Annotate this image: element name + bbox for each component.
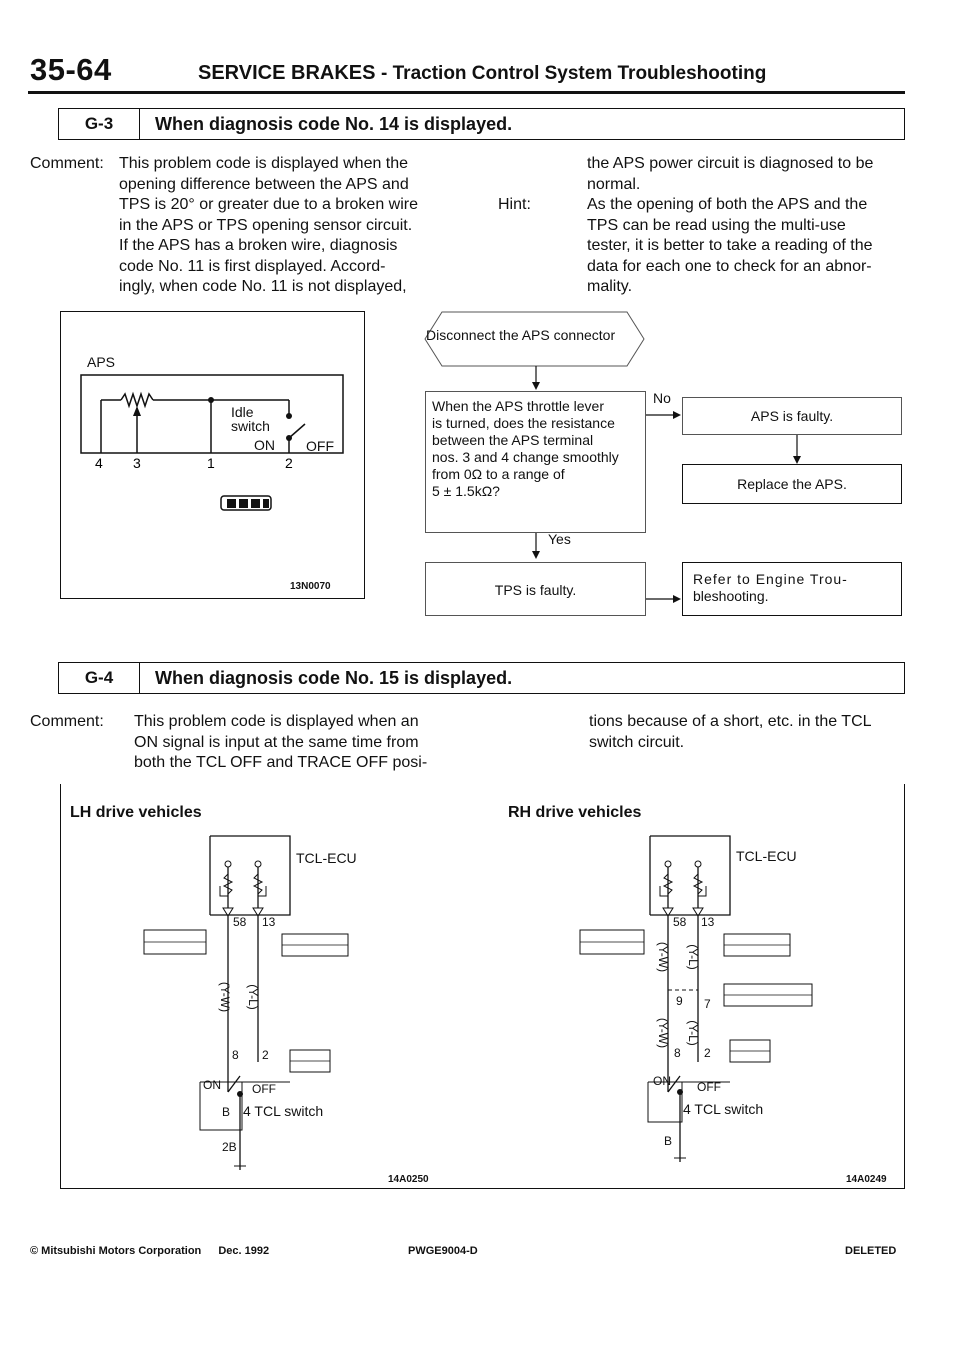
- lh-off-label: OFF: [252, 1082, 276, 1096]
- aps-terminal: 4: [95, 455, 103, 471]
- aps-faulty-box: APS is faulty.: [682, 397, 902, 435]
- aps-terminal: 2: [285, 455, 293, 471]
- rh-pin-13: 13: [701, 915, 715, 929]
- rh-pin-9: 9: [676, 994, 683, 1008]
- copyright-text: © Mitsubishi Motors Corporation: [30, 1245, 202, 1257]
- section-header-g3: [58, 108, 905, 140]
- comment-line: tions because of a short, etc. in the TCL: [589, 713, 872, 730]
- footer-copyright: [30, 1245, 269, 1257]
- idle-switch-label: [231, 405, 270, 433]
- refer-line: bleshooting.: [693, 588, 769, 604]
- replace-aps-box: Replace the APS.: [682, 464, 902, 504]
- rh-off-label: OFF: [697, 1080, 721, 1094]
- refer-line: Refer to Engine Trou-: [693, 571, 848, 587]
- comment-line: the APS power circuit is diagnosed to be: [587, 155, 874, 172]
- comment-line: ON signal is input at the same time from: [134, 733, 419, 751]
- lh-pin-2: 2: [262, 1048, 269, 1062]
- footer-status: DELETED: [845, 1245, 897, 1257]
- comment-line: This problem code is displayed when an: [134, 713, 419, 730]
- comment-line: This problem code is displayed when the: [119, 155, 409, 172]
- comment-right: [589, 712, 909, 753]
- on-label: ON: [254, 437, 275, 453]
- comment-line: TPS is 20° or greater due to a broken wire: [119, 196, 418, 213]
- rh-wire-yw-2: (Y-W): [656, 1017, 671, 1049]
- section-header-g4: [58, 662, 905, 694]
- comment-line: code No. 11 is first displayed. Accord-: [119, 257, 386, 275]
- page-title-main: SERVICE BRAKES: [198, 62, 376, 84]
- page-number: 35-64: [30, 52, 112, 87]
- question-line: is turned, does the resistance: [432, 415, 615, 431]
- aps-label: APS: [87, 354, 116, 370]
- section-title: When diagnosis code No. 14 is displayed.: [155, 114, 513, 134]
- figure-code-rh: 14A0249: [846, 1174, 887, 1185]
- page-title-sub: - Traction Control System Troubleshooting: [381, 63, 767, 84]
- lh-on-label: ON: [203, 1078, 221, 1092]
- rh-wiring-diagram: [570, 830, 830, 1170]
- comment-line: both the TCL OFF and TRACE OFF posi-: [134, 754, 428, 771]
- lh-wire-yw: (Y-W): [218, 981, 233, 1013]
- aps-circuit-diagram: [61, 312, 364, 598]
- rh-wire-yl-2: (Y-L): [685, 1020, 700, 1046]
- lh-wire-yl: (Y-L): [245, 984, 260, 1010]
- comment-line: opening difference between the APS and: [119, 175, 409, 193]
- comment-label: Comment:: [30, 713, 104, 730]
- flow-question-box: [425, 391, 646, 533]
- rh-ground: B: [664, 1134, 673, 1148]
- rh-wire-yw: (Y-W): [656, 941, 671, 973]
- rh-on-label: ON: [653, 1074, 671, 1088]
- comment-line: ingly, when code No. 11 is not displayed,: [119, 278, 407, 295]
- idle-label: Idle: [231, 404, 254, 420]
- hint-line: tester, it is better to take a reading of the: [587, 237, 873, 254]
- tps-faulty-box: TPS is faulty.: [425, 562, 646, 616]
- hint-line: TPS can be read using the multi-use: [587, 216, 846, 234]
- lh-switch-label: 4 TCL switch: [243, 1103, 324, 1119]
- rh-pin-7: 7: [704, 997, 711, 1011]
- section-code: G-3: [59, 109, 140, 139]
- header-rule: [28, 91, 905, 94]
- comment-right: [587, 154, 907, 195]
- lh-ecu-label: TCL-ECU: [296, 850, 357, 866]
- rh-wire-yl: (Y-L): [685, 944, 700, 970]
- hint-text: [587, 195, 907, 298]
- page-title: [198, 62, 766, 85]
- rh-switch-label: 4 TCL switch: [683, 1101, 764, 1117]
- comment-line: normal.: [587, 175, 641, 193]
- comment-line: switch circuit.: [589, 733, 685, 751]
- aps-terminal: 1: [207, 455, 215, 471]
- rh-title: RH drive vehicles: [508, 804, 642, 821]
- lh-pin-58: 58: [233, 915, 247, 929]
- lh-wire-b: B: [222, 1105, 231, 1119]
- aps-terminal: 3: [133, 455, 141, 471]
- hint-line: data for each one to check for an abnor-: [587, 257, 872, 275]
- question-line: between the APS terminal: [432, 432, 594, 448]
- question-line: from 0Ω to a range of: [432, 466, 565, 482]
- lh-ground: 2B: [222, 1140, 237, 1154]
- figure-code: 13N0070: [290, 581, 331, 592]
- off-label: OFF: [306, 438, 334, 454]
- switch-label: switch: [231, 418, 270, 434]
- hint-line: mality.: [587, 278, 633, 295]
- comment-left: [134, 712, 474, 774]
- rh-pin-58: 58: [673, 915, 687, 929]
- lh-title: LH drive vehicles: [70, 804, 202, 821]
- rh-ecu-label: TCL-ECU: [736, 848, 797, 864]
- section-code: G-4: [59, 663, 140, 693]
- question-line: nos. 3 and 4 change smoothly: [432, 449, 619, 465]
- flow-no-label: No: [653, 390, 671, 406]
- footer-doc-code: PWGE9004-D: [408, 1245, 478, 1257]
- comment-line: If the APS has a broken wire, diagnosis: [119, 237, 398, 254]
- aps-diagram-panel: [60, 311, 365, 599]
- hint-line: As the opening of both the APS and the: [587, 196, 868, 213]
- lh-pin-8: 8: [232, 1048, 239, 1062]
- hint-label: Hint:: [498, 196, 531, 213]
- comment-label: Comment:: [30, 155, 104, 172]
- flow-start: Disconnect the APS connector: [426, 327, 616, 343]
- rh-pin-8: 8: [674, 1046, 681, 1060]
- refer-engine-box: [682, 562, 902, 616]
- comment-line: in the APS or TPS opening sensor circuit.: [119, 216, 413, 234]
- section-title: When diagnosis code No. 15 is displayed.: [155, 668, 513, 688]
- footer-date: Dec. 1992: [218, 1245, 270, 1257]
- lh-pin-13: 13: [262, 915, 276, 929]
- question-line: When the APS throttle lever: [432, 398, 604, 414]
- figure-code-lh: 14A0250: [388, 1174, 429, 1185]
- comment-left: [119, 154, 469, 298]
- rh-pin-2: 2: [704, 1046, 711, 1060]
- flow-yes-label: Yes: [548, 531, 571, 547]
- question-line: 5 ± 1.5kΩ?: [432, 483, 500, 499]
